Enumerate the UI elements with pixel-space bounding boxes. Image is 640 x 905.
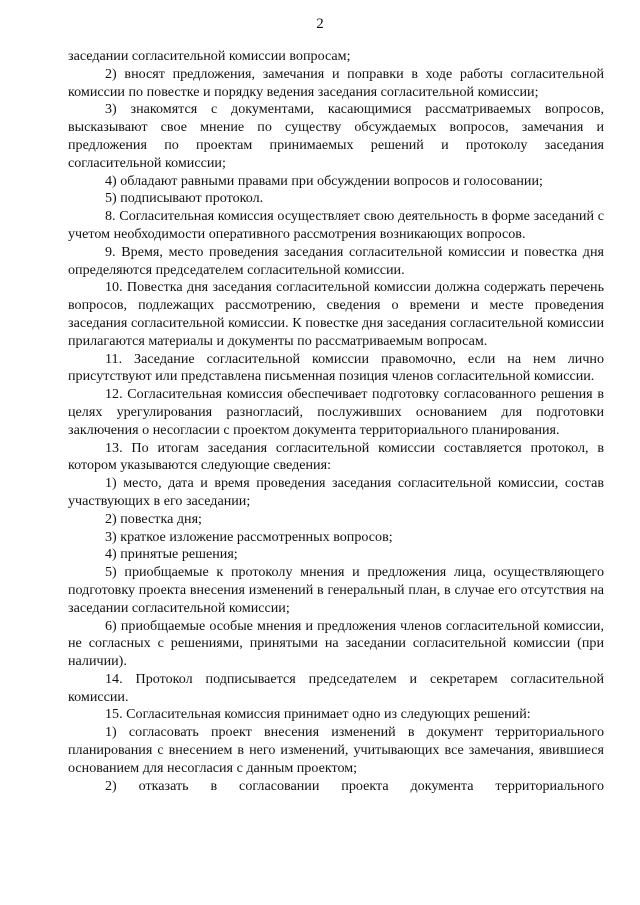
paragraph: 5) приобщаемые к протоколу мнения и предложения лица, осуществляющего подготовку проекта внесения изменений в генеральный план, в случае его отсутствия на заседании согласительной комиссии; <box>68 564 604 616</box>
paragraph: 1) место, дата и время проведения заседания согласительной комиссии, состав участвующих в его заседании; <box>68 475 604 509</box>
paragraph: 3) краткое изложение рассмотренных вопросов; <box>105 528 393 545</box>
paragraph: 4) принятые решения; <box>105 546 238 563</box>
paragraph: 2) отказать в согласовании проекта документа территориального <box>105 777 604 794</box>
paragraph: 9. Время, место проведения заседания согласительной комиссии и повестка дня определяются председателем согласительной комиссии. <box>68 243 604 278</box>
paragraph: 14. Протокол подписывается председателем и секретарем согласительной комиссии. <box>68 670 604 705</box>
document-body <box>68 48 604 795</box>
paragraph: 8. Согласительная комиссия осуществляет свою деятельность в форме заседаний с учетом необходимости оперативного рассмотрения возникающих вопросов. <box>68 208 604 242</box>
paragraph: 6) приобщаемые особые мнения и предложения членов согласительной комиссии, не согласных с решениями, принятыми на заседании согласительной комиссии (при наличии). <box>68 617 604 670</box>
paragraph: 4) обладают равными правами при обсуждении вопросов и голосовании; <box>105 172 543 189</box>
paragraph: 2) вносят предложения, замечания и поправки в ходе работы согласительной комиссии по повестке и порядку ведения заседания согласительной комиссии; <box>68 65 604 100</box>
paragraph: 3) знакомятся с документами, касающимися рассматриваемых вопросов, высказывают свое мнение по существу обсуждаемых вопросов, замечания и предложения по проектам принимаемых решений и протоколу заседания согласительной комиссии; <box>68 101 604 171</box>
paragraph: заседании согласительной комиссии вопросам; <box>68 48 351 64</box>
paragraph: 15. Согласительная комиссия принимает одно из следующих решений: <box>105 706 531 723</box>
paragraph: 10. Повестка дня заседания согласительной комиссии должна содержать перечень вопросов, подлежащих рассмотрению, сведения о времени и месте проведения заседания согласительной комиссии. К повестке дня заседания согласительной комиссии прилагаются материалы и документы по рассматриваемым вопросам. <box>68 279 604 349</box>
page-number: 2 <box>316 16 324 32</box>
paragraph: 12. Согласительная комиссия обеспечивает подготовку согласованного решения в целях урегулирования разногласий, послуживших основанием для подготовки заключения о несогласии с проектом документа территориального планирования. <box>68 386 604 438</box>
paragraph: 11. Заседание согласительной комиссии правомочно, если на нем лично присутствуют или представлена письменная позиция членов согласительной комиссии. <box>68 350 604 385</box>
paragraph: 5) подписывают протокол. <box>105 190 264 207</box>
paragraph: 2) повестка дня; <box>105 510 202 527</box>
paragraph: 1) согласовать проект внесения изменений в документ территориального планирования с внесением в него изменений, учитывающих все замечания, явившиеся основанием для несогласия с данным проектом; <box>68 724 604 776</box>
paragraph: 13. По итогам заседания согласительной комиссии составляется протокол, в котором указываются следующие сведения: <box>68 439 604 474</box>
